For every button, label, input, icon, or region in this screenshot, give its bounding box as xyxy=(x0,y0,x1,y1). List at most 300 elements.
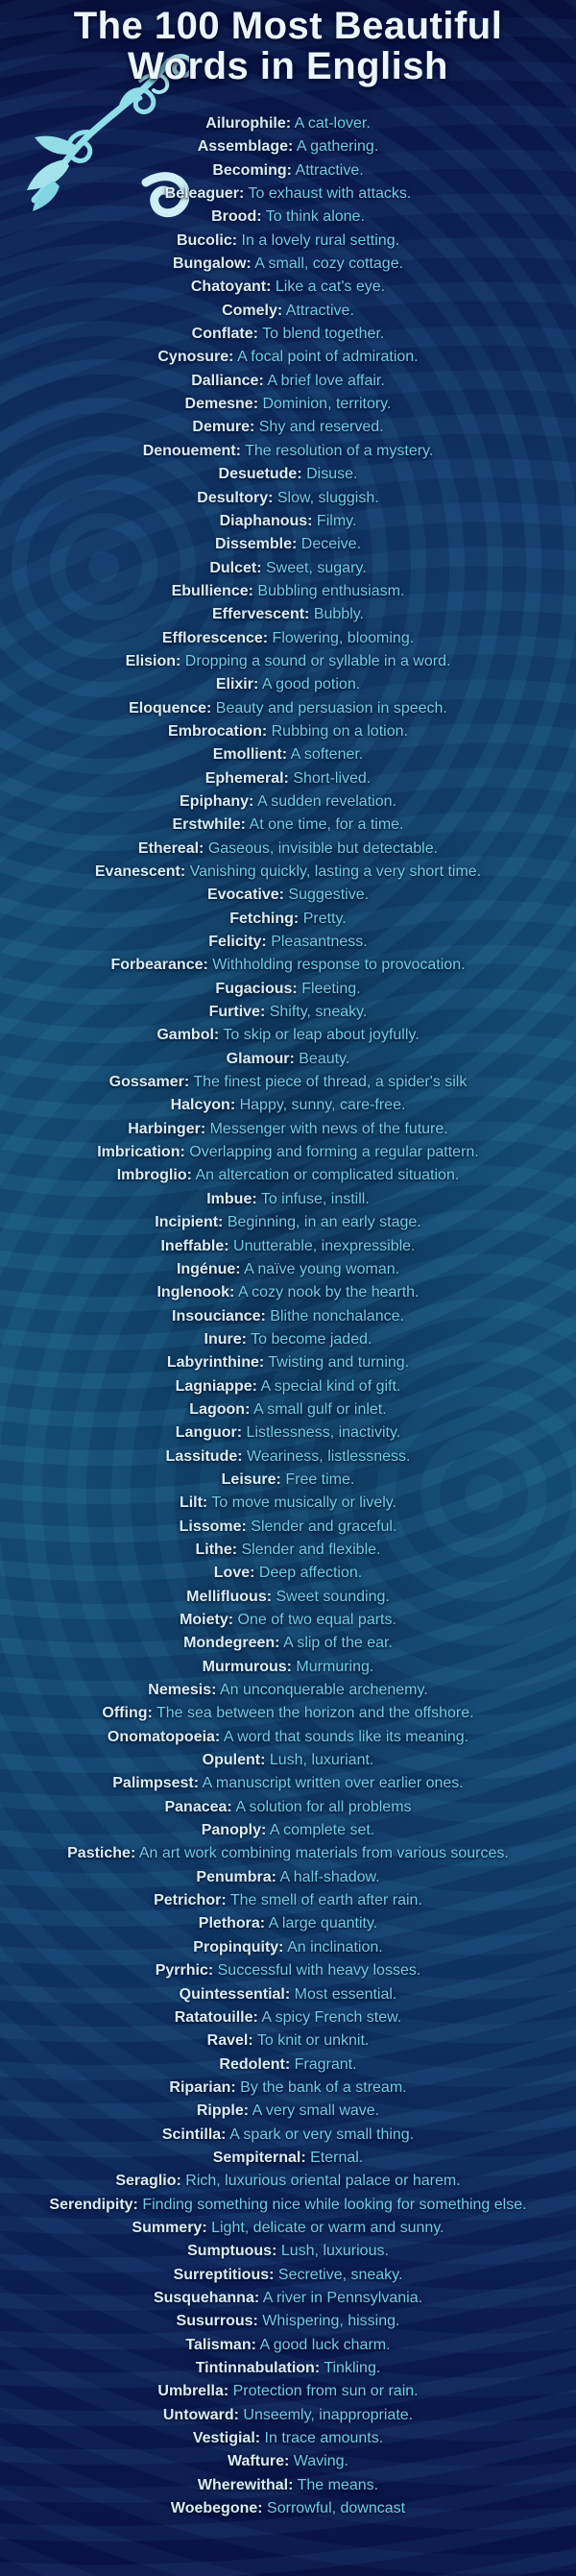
entry-word: Propinquity: xyxy=(193,1938,284,1956)
word-entry xyxy=(0,1586,576,1609)
entry-word: Assemblage: xyxy=(197,138,294,156)
entry-definition: Twisting and turning. xyxy=(264,1354,410,1372)
word-entry xyxy=(0,1094,576,1117)
word-entry xyxy=(0,720,576,743)
entry-word: Embrocation: xyxy=(168,722,268,740)
word-entry xyxy=(0,1446,576,1469)
word-entry xyxy=(0,557,576,580)
entry-definition: A spark or very small thing. xyxy=(226,2126,415,2143)
entry-definition: Bubbling enthusiasm. xyxy=(252,582,405,599)
entry-word: Ineffable: xyxy=(160,1237,229,1254)
word-entry xyxy=(0,1141,576,1164)
word-entry xyxy=(0,2147,576,2170)
entry-word: Mellifluous: xyxy=(186,1588,273,1605)
entry-definition: Beauty. xyxy=(294,1050,350,1067)
word-entry xyxy=(0,1632,576,1655)
word-entry xyxy=(0,1656,576,1679)
entry-word: Dalliance: xyxy=(191,372,264,389)
entry-definition: Successful with heavy losses. xyxy=(213,1962,421,1980)
word-entry xyxy=(0,650,576,673)
entry-word: Petrichor: xyxy=(154,1892,227,1909)
word-entry xyxy=(0,2287,576,2310)
word-entry xyxy=(0,276,576,299)
entry-word: Love: xyxy=(213,1565,255,1582)
entry-word: Denouement: xyxy=(142,442,241,459)
entry-word: Redolent: xyxy=(219,2055,291,2073)
entry-definition: A good luck charm. xyxy=(255,2336,391,2353)
entry-word: Summery: xyxy=(132,2219,207,2236)
entry-word: Imbrication: xyxy=(97,1144,185,1161)
entry-definition: A naïve young woman. xyxy=(240,1260,400,1277)
word-entry xyxy=(0,2029,576,2053)
word-entry xyxy=(0,2310,576,2333)
entry-definition: Beauty and persuasion in speech. xyxy=(211,699,447,717)
entry-word: Brood: xyxy=(211,208,262,226)
word-entry xyxy=(0,2334,576,2357)
entry-word: Ripple: xyxy=(196,2102,250,2120)
entry-definition: Sweet sounding. xyxy=(272,1588,390,1605)
entry-word: Palimpsest: xyxy=(112,1775,200,1792)
entry-definition: Short-lived. xyxy=(288,769,372,787)
entry-definition: Eternal. xyxy=(305,2149,364,2166)
entry-definition: Filmy. xyxy=(312,512,357,529)
word-entry xyxy=(0,627,576,650)
word-entry xyxy=(0,1188,576,1211)
entry-word: Untoward: xyxy=(162,2406,239,2423)
entry-word: Ingénue: xyxy=(176,1260,241,1277)
entry-definition: An unconquerable archenemy. xyxy=(216,1682,428,1699)
entry-word: Ailurophile: xyxy=(205,115,292,132)
entry-definition: Pretty. xyxy=(299,910,347,927)
entry-word: Panoply: xyxy=(201,1822,267,1839)
entry-definition: Protection from sun or rain. xyxy=(228,2383,419,2400)
entry-word: Ebullience: xyxy=(171,582,253,599)
word-entry xyxy=(0,1609,576,1632)
entry-word: Susurrous: xyxy=(176,2313,258,2330)
word-entry xyxy=(0,1539,576,1562)
page-title xyxy=(0,6,576,86)
entry-word: Ethereal: xyxy=(137,839,204,857)
entry-definition: To move musically or lively. xyxy=(207,1495,397,1512)
entry-definition: Gaseous, invisible but detectable. xyxy=(204,839,439,857)
word-entry xyxy=(0,1726,576,1749)
entry-word: Eloquence: xyxy=(129,699,212,717)
entry-word: Lagniappe: xyxy=(175,1377,257,1395)
word-entry xyxy=(0,2427,576,2450)
entry-definition: To skip or leap about joyfully. xyxy=(219,1027,420,1044)
entry-definition: Unutterable, inexpressible. xyxy=(228,1237,416,1254)
entry-definition: An altercation or complicated situation. xyxy=(191,1167,460,1184)
entry-definition: A spicy French stew. xyxy=(257,2008,402,2026)
word-entry xyxy=(0,603,576,626)
entry-definition: Like a cat's eye. xyxy=(271,279,386,296)
word-entry xyxy=(0,1258,576,1281)
word-entry xyxy=(0,2054,576,2077)
entry-word: Insouciance: xyxy=(172,1307,266,1324)
entry-definition: Murmuring. xyxy=(291,1658,374,1675)
entry-word: Sumptuous: xyxy=(187,2243,277,2260)
word-entry xyxy=(0,861,576,884)
word-entry xyxy=(0,533,576,556)
entry-definition: To think alone. xyxy=(261,208,365,226)
word-entry xyxy=(0,1351,576,1374)
entry-definition: A large quantity. xyxy=(265,1915,378,1932)
entry-definition: Slow, sluggish. xyxy=(273,489,379,506)
entry-definition: Tinkling. xyxy=(320,2360,381,2376)
entry-word: Effervescent: xyxy=(212,606,310,623)
word-entry xyxy=(0,1889,576,1912)
entry-word: Dissemble: xyxy=(214,536,298,553)
entry-word: Beleaguer: xyxy=(164,185,245,203)
entry-word: Ephemeral: xyxy=(204,769,289,787)
entry-word: Elixir: xyxy=(215,676,259,693)
entry-definition: In a lovely rural setting. xyxy=(237,231,400,249)
entry-word: Elision: xyxy=(125,652,181,669)
entry-word: Lithe: xyxy=(195,1541,238,1558)
entry-definition: Suggestive. xyxy=(283,887,370,904)
entry-definition: A softener. xyxy=(287,746,364,764)
entry-definition: A gathering. xyxy=(293,138,379,156)
word-entry xyxy=(0,1772,576,1795)
entry-word: Inglenook: xyxy=(156,1284,235,1301)
word-entry xyxy=(0,2217,576,2240)
word-entry xyxy=(0,767,576,790)
entry-definition: A half-shadow. xyxy=(276,1868,380,1885)
entry-definition: To blend together. xyxy=(257,326,385,343)
entry-definition: A small, cozy cottage. xyxy=(251,255,404,273)
entry-word: Lassitude: xyxy=(165,1447,243,1465)
entry-word: Chatoyant: xyxy=(190,279,272,296)
entry-word: Pyrrhic: xyxy=(155,1962,214,1980)
entry-definition: Flowering, blooming. xyxy=(268,629,415,646)
word-entry xyxy=(0,2497,576,2520)
entry-word: Halcyon: xyxy=(170,1097,236,1114)
entry-word: Emollient: xyxy=(212,746,288,764)
entry-definition: A special kind of gift. xyxy=(256,1377,401,1395)
entry-definition: A sudden revelation. xyxy=(253,792,396,810)
word-entry xyxy=(0,2100,576,2123)
entry-word: Susquehanna: xyxy=(153,2289,260,2306)
entry-definition: Free time. xyxy=(280,1470,355,1488)
word-entry xyxy=(0,908,576,931)
entry-definition: The means. xyxy=(293,2476,379,2493)
entry-word: Epiphany: xyxy=(180,792,254,810)
entry-word: Conflate: xyxy=(191,326,258,343)
entry-word: Desultory: xyxy=(197,489,274,506)
entry-definition: Sorrowful, downcast xyxy=(262,2500,406,2517)
entry-word: Erstwhile: xyxy=(172,816,246,834)
entry-definition: Happy, sunny, care-free. xyxy=(235,1097,406,1114)
entry-word: Woebegone: xyxy=(170,2500,263,2517)
word-entry xyxy=(0,1983,576,2006)
entry-definition: A solution for all problems xyxy=(231,1798,412,1815)
entry-word: Labyrinthine: xyxy=(166,1354,265,1372)
word-entry xyxy=(0,1842,576,1865)
entry-definition: Blithe nonchalance. xyxy=(265,1307,404,1324)
title-line-1: The 100 Most Beautiful xyxy=(73,5,503,47)
entry-word: Efflorescence: xyxy=(161,629,269,646)
entry-word: Diaphanous: xyxy=(219,512,313,529)
entry-word: Serendipity: xyxy=(49,2196,138,2213)
word-entry xyxy=(0,2240,576,2263)
entry-definition: Messenger with news of the future. xyxy=(205,1120,448,1137)
entry-word: Forbearance: xyxy=(110,957,208,974)
word-entry xyxy=(0,1749,576,1772)
entry-definition: Sweet, sugary. xyxy=(261,559,367,576)
word-entry xyxy=(0,1679,576,1702)
entry-word: Demesne: xyxy=(184,396,259,413)
entry-definition: Dropping a sound or syllable in a word. xyxy=(180,652,451,669)
entry-word: Desuetude: xyxy=(218,466,302,483)
word-entry xyxy=(0,1164,576,1187)
entry-word: Bungalow: xyxy=(172,255,252,273)
entry-word: Imbue: xyxy=(206,1190,257,1207)
entry-definition: Attractive. xyxy=(291,161,364,179)
word-entry xyxy=(0,135,576,158)
word-entry xyxy=(0,2077,576,2100)
word-entry xyxy=(0,300,576,323)
entry-definition: Shifty, sneaky. xyxy=(265,1004,368,1021)
entry-word: Plethora: xyxy=(198,1915,266,1932)
entry-word: Surreptitious: xyxy=(173,2266,275,2283)
entry-word: Bucolic: xyxy=(176,231,238,249)
word-entry xyxy=(0,931,576,954)
word-entry xyxy=(0,2450,576,2473)
entry-definition: To exhaust with attacks. xyxy=(244,185,412,203)
word-entry xyxy=(0,206,576,229)
entry-word: Comely: xyxy=(222,302,283,319)
entry-definition: Vanishing quickly, lasting a very short time. xyxy=(185,863,482,880)
entry-word: Wafture: xyxy=(228,2453,290,2470)
entry-word: Felicity: xyxy=(208,934,267,951)
word-entry xyxy=(0,159,576,182)
entry-definition: Whispering, hissing. xyxy=(257,2313,400,2330)
entry-word: Wherewithal: xyxy=(197,2476,294,2493)
entry-word: Cynosure: xyxy=(157,349,234,366)
entry-definition: Rich, luxurious oriental palace or harem. xyxy=(180,2173,461,2190)
word-entry xyxy=(0,440,576,463)
entry-word: Demure: xyxy=(192,419,255,436)
entry-word: Leisure: xyxy=(221,1470,281,1488)
word-entry xyxy=(0,370,576,393)
entry-word: Ratatouille: xyxy=(174,2008,258,2026)
entry-definition: Fragrant. xyxy=(290,2055,357,2073)
entry-word: Fugacious: xyxy=(215,980,298,997)
entry-definition: Dominion, territory. xyxy=(258,396,392,413)
entry-word: Umbrella: xyxy=(157,2383,229,2400)
entry-word: Opulent: xyxy=(202,1752,266,1769)
entry-word: Mondegreen: xyxy=(183,1635,280,1652)
entry-definition: Withholding response to provocation. xyxy=(207,957,466,974)
word-entry xyxy=(0,510,576,533)
entry-word: Onomatopoeia: xyxy=(107,1728,221,1745)
entry-word: Penumbra: xyxy=(196,1868,276,1885)
word-entry xyxy=(0,1866,576,1889)
entry-definition: A focal point of admiration. xyxy=(233,349,419,366)
word-entry xyxy=(0,393,576,416)
word-entry xyxy=(0,1211,576,1234)
entry-definition: A cat-lover. xyxy=(291,115,371,132)
entry-definition: The sea between the horizon and the offshore. xyxy=(152,1705,474,1722)
entry-word: Nemesis: xyxy=(148,1682,217,1699)
entry-word: Evanescent: xyxy=(94,863,186,880)
word-entry xyxy=(0,838,576,861)
entry-word: Harbinger: xyxy=(128,1120,206,1137)
word-entry xyxy=(0,2357,576,2380)
entry-word: Becoming: xyxy=(212,161,292,179)
entry-definition: Weariness, listlessness. xyxy=(242,1447,411,1465)
word-entry xyxy=(0,1024,576,1047)
word-entry xyxy=(0,580,576,603)
word-entry xyxy=(0,112,576,135)
entry-word: Tintinnabulation: xyxy=(195,2360,321,2376)
entry-definition: A cozy nook by the hearth. xyxy=(234,1284,420,1301)
word-entry xyxy=(0,230,576,253)
word-entry xyxy=(0,1422,576,1445)
entry-definition: Disuse. xyxy=(301,466,358,483)
entry-word: Riparian: xyxy=(169,2078,236,2096)
entry-definition: To infuse, instill. xyxy=(256,1190,370,1207)
entry-definition: The finest piece of thread, a spider's silk xyxy=(189,1074,468,1091)
title-line-2: Words in English xyxy=(128,45,448,87)
entry-word: Inure: xyxy=(204,1330,247,1348)
entry-definition: The resolution of a mystery. xyxy=(240,442,434,459)
entry-word: Panacea: xyxy=(164,1798,232,1815)
entry-definition: Overlapping and forming a regular pattern. xyxy=(184,1144,479,1161)
word-entry xyxy=(0,743,576,766)
entry-definition: Deep affection. xyxy=(254,1565,363,1582)
word-entry xyxy=(0,463,576,486)
word-entry xyxy=(0,1516,576,1539)
entry-word: Gambol: xyxy=(156,1027,220,1044)
entry-definition: Lush, luxurious. xyxy=(276,2243,389,2260)
entry-definition: Lush, luxuriant. xyxy=(265,1752,374,1769)
word-entry xyxy=(0,1819,576,1842)
entry-definition: To become jaded. xyxy=(246,1330,372,1348)
entry-definition: Light, delicate or warm and sunny. xyxy=(206,2219,444,2236)
word-entry xyxy=(0,2124,576,2147)
entry-definition: Waving. xyxy=(289,2453,348,2470)
word-entry xyxy=(0,1235,576,1258)
word-entry xyxy=(0,2264,576,2287)
entry-definition: A very small wave. xyxy=(249,2102,380,2120)
entry-definition: Rubbing on a lotion. xyxy=(267,722,408,740)
entry-definition: A word that sounds like its meaning. xyxy=(220,1728,469,1745)
entry-word: Imbroglio: xyxy=(116,1167,192,1184)
entry-definition: A small gulf or inlet. xyxy=(250,1400,387,1418)
word-entry xyxy=(0,1328,576,1351)
entry-word: Offing: xyxy=(102,1705,153,1722)
entry-definition: Slender and flexible. xyxy=(237,1541,381,1558)
entry-word: Dulcet: xyxy=(209,559,262,576)
word-list xyxy=(0,112,576,2520)
entry-definition: Shy and reserved. xyxy=(254,419,384,436)
entry-word: Pastiche: xyxy=(67,1845,136,1862)
word-entry xyxy=(0,1562,576,1585)
word-entry xyxy=(0,2006,576,2029)
entry-definition: A brief love affair. xyxy=(263,372,385,389)
word-entry xyxy=(0,1796,576,1819)
entry-definition: An art work combining materials from various sources. xyxy=(135,1845,509,1862)
word-entry xyxy=(0,182,576,206)
word-entry xyxy=(0,1001,576,1024)
entry-definition: Fleeting. xyxy=(297,980,361,997)
entry-word: Lilt: xyxy=(179,1495,208,1512)
word-entry xyxy=(0,978,576,1001)
entry-word: Scintilla: xyxy=(161,2126,227,2143)
entry-definition: A complete set. xyxy=(266,1822,375,1839)
entry-word: Moiety: xyxy=(180,1612,234,1628)
entry-definition: Pleasantness. xyxy=(266,934,368,951)
entry-word: Lagoon: xyxy=(189,1400,251,1418)
entry-word: Quintessential: xyxy=(179,1985,291,2003)
entry-word: Sempiternal: xyxy=(212,2149,306,2166)
word-entry xyxy=(0,790,576,814)
word-entry xyxy=(0,1912,576,1935)
word-entry xyxy=(0,1398,576,1422)
entry-definition: Most essential. xyxy=(290,1985,397,2003)
entry-word: Talisman: xyxy=(185,2336,256,2353)
word-entry xyxy=(0,2194,576,2217)
entry-definition: At one time, for a time. xyxy=(245,816,404,834)
word-entry xyxy=(0,323,576,346)
entry-definition: To knit or unknit. xyxy=(252,2032,370,2050)
word-entry xyxy=(0,673,576,696)
entry-word: Lissome: xyxy=(179,1518,247,1535)
entry-definition: A good potion. xyxy=(258,676,361,693)
word-entry xyxy=(0,1959,576,1982)
word-entry xyxy=(0,1071,576,1094)
word-entry xyxy=(0,1375,576,1398)
entry-definition: Secretive, sneaky. xyxy=(274,2266,403,2283)
entry-definition: By the bank of a stream. xyxy=(235,2078,407,2096)
word-entry xyxy=(0,1281,576,1304)
entry-definition: An inclination. xyxy=(283,1938,383,1956)
entry-definition: Beginning, in an early stage. xyxy=(223,1214,421,1231)
word-entry xyxy=(0,487,576,510)
word-entry xyxy=(0,1702,576,1725)
entry-definition: A slip of the ear. xyxy=(279,1635,393,1652)
entry-definition: A manuscript written over earlier ones. xyxy=(199,1775,464,1792)
entry-word: Murmurous: xyxy=(202,1658,292,1675)
word-entry xyxy=(0,954,576,977)
entry-word: Glamour: xyxy=(226,1050,295,1067)
word-entry xyxy=(0,1936,576,1959)
entry-definition: Deceive. xyxy=(297,536,362,553)
word-entry xyxy=(0,1118,576,1141)
entry-definition: Bubbly. xyxy=(309,606,364,623)
word-entry xyxy=(0,346,576,369)
word-entry xyxy=(0,697,576,720)
entry-definition: The smell of earth after rain. xyxy=(226,1892,422,1909)
word-entry xyxy=(0,1048,576,1071)
entry-word: Languor: xyxy=(175,1424,243,1442)
entry-word: Furtive: xyxy=(208,1004,266,1021)
word-entry xyxy=(0,1305,576,1328)
entry-word: Gossamer: xyxy=(108,1074,190,1091)
word-entry xyxy=(0,814,576,837)
entry-definition: Attractive. xyxy=(282,302,354,319)
entry-word: Incipient: xyxy=(155,1214,224,1231)
word-entry xyxy=(0,2474,576,2497)
word-entry xyxy=(0,884,576,907)
entry-word: Seraglio: xyxy=(115,2173,181,2190)
word-entry xyxy=(0,1492,576,1515)
entry-word: Fetching: xyxy=(229,910,300,927)
word-entry xyxy=(0,2404,576,2427)
entry-definition: One of two equal parts. xyxy=(233,1612,396,1628)
entry-definition: Unseemly, inappropriate. xyxy=(238,2406,414,2423)
